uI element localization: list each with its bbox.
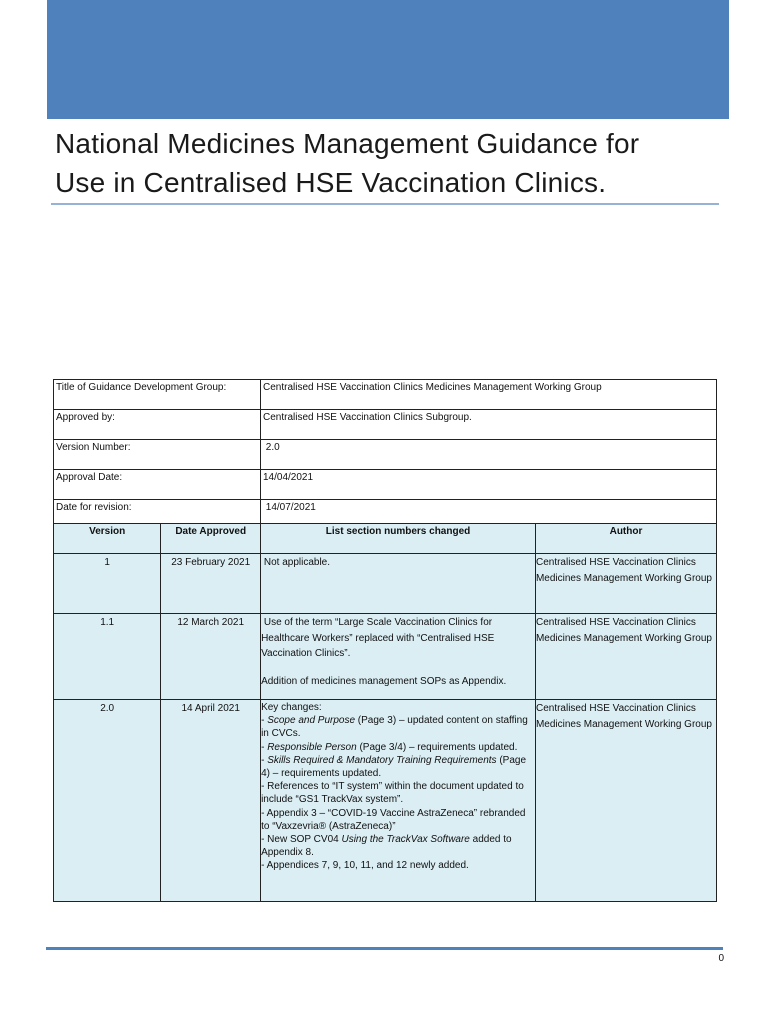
table-row (54, 700, 717, 902)
header-changes: List section numbers changed (261, 524, 536, 554)
document-title (55, 124, 725, 202)
change-note: Use of the term “Large Scale Vaccination Clinics for Healthcare Workers” replaced with “Centralised HSE Vaccination Clinics”. (261, 617, 498, 659)
list-item: - New SOP CV04 Using the TrackVax Software added to Appendix 8. (261, 834, 512, 859)
header-date-approved: Date Approved (161, 524, 261, 554)
change-note: Addition of medicines management SOPs as Appendix. (261, 675, 507, 687)
version-history-table (53, 523, 717, 902)
info-row (54, 440, 717, 470)
list-item: - Appendix 3 – “COVID-19 Vaccine AstraZeneca” rebranded to “Vaxzevria® (AstraZeneca)” (261, 807, 526, 832)
info-row (54, 470, 717, 500)
info-label: Approval Date: (54, 470, 261, 500)
version-cell: 1.1 (54, 614, 161, 700)
header-version: Version (54, 524, 161, 554)
table-row (54, 554, 717, 614)
date-cell: 14 April 2021 (161, 700, 261, 902)
info-value: 14/04/2021 (261, 470, 717, 500)
author-cell: Centralised HSE Vaccination Clinics Medicines Management Working Group (535, 614, 716, 700)
list-item: - References to “IT system” within the document updated to include “GS1 TrackVax system”. (261, 781, 524, 806)
info-value: 2.0 (261, 440, 717, 470)
changes-cell (261, 700, 536, 902)
info-row (54, 380, 717, 410)
title-line-1: National Medicines Management Guidance for (55, 128, 640, 159)
list-item: - Scope and Purpose (Page 3) – updated content on staffing in CVCs. (261, 715, 528, 740)
changes-cell: Not applicable. (261, 554, 536, 614)
info-value: Centralised HSE Vaccination Clinics Subgroup. (261, 410, 717, 440)
table-row (54, 614, 717, 700)
list-item: - Skills Required & Mandatory Training Requirements (Page 4) – requirements updated. (261, 754, 527, 780)
list-item: - Appendices 7, 9, 10, 11, and 12 newly added. (261, 860, 469, 872)
info-label: Version Number: (54, 440, 261, 470)
info-label: Date for revision: (54, 500, 261, 530)
changes-cell (261, 614, 536, 700)
info-label: Title of Guidance Development Group: (54, 380, 261, 410)
info-row (54, 410, 717, 440)
author-cell: Centralised HSE Vaccination Clinics Medicines Management Working Group (535, 554, 716, 614)
table-header-row (54, 524, 717, 554)
date-cell: 23 February 2021 (161, 554, 261, 614)
author-cell: Centralised HSE Vaccination Clinics Medicines Management Working Group (535, 700, 716, 902)
info-label: Approved by: (54, 410, 261, 440)
header-banner (47, 0, 729, 119)
info-value: 14/07/2021 (261, 500, 717, 530)
page-number: 0 (718, 953, 724, 964)
version-cell: 2.0 (54, 700, 161, 902)
list-item: - Responsible Person (Page 3/4) – requirements updated. (261, 741, 518, 753)
date-cell: 12 March 2021 (161, 614, 261, 700)
document-info-table (53, 379, 717, 530)
title-line-2: Use in Centralised HSE Vaccination Clinics. (55, 167, 607, 198)
key-changes-heading: Key changes: (261, 702, 322, 713)
footer-divider (46, 947, 723, 950)
header-author: Author (535, 524, 716, 554)
title-divider (51, 203, 719, 205)
version-cell: 1 (54, 554, 161, 614)
key-changes-list (261, 701, 535, 873)
info-value: Centralised HSE Vaccination Clinics Medicines Management Working Group (261, 380, 717, 410)
